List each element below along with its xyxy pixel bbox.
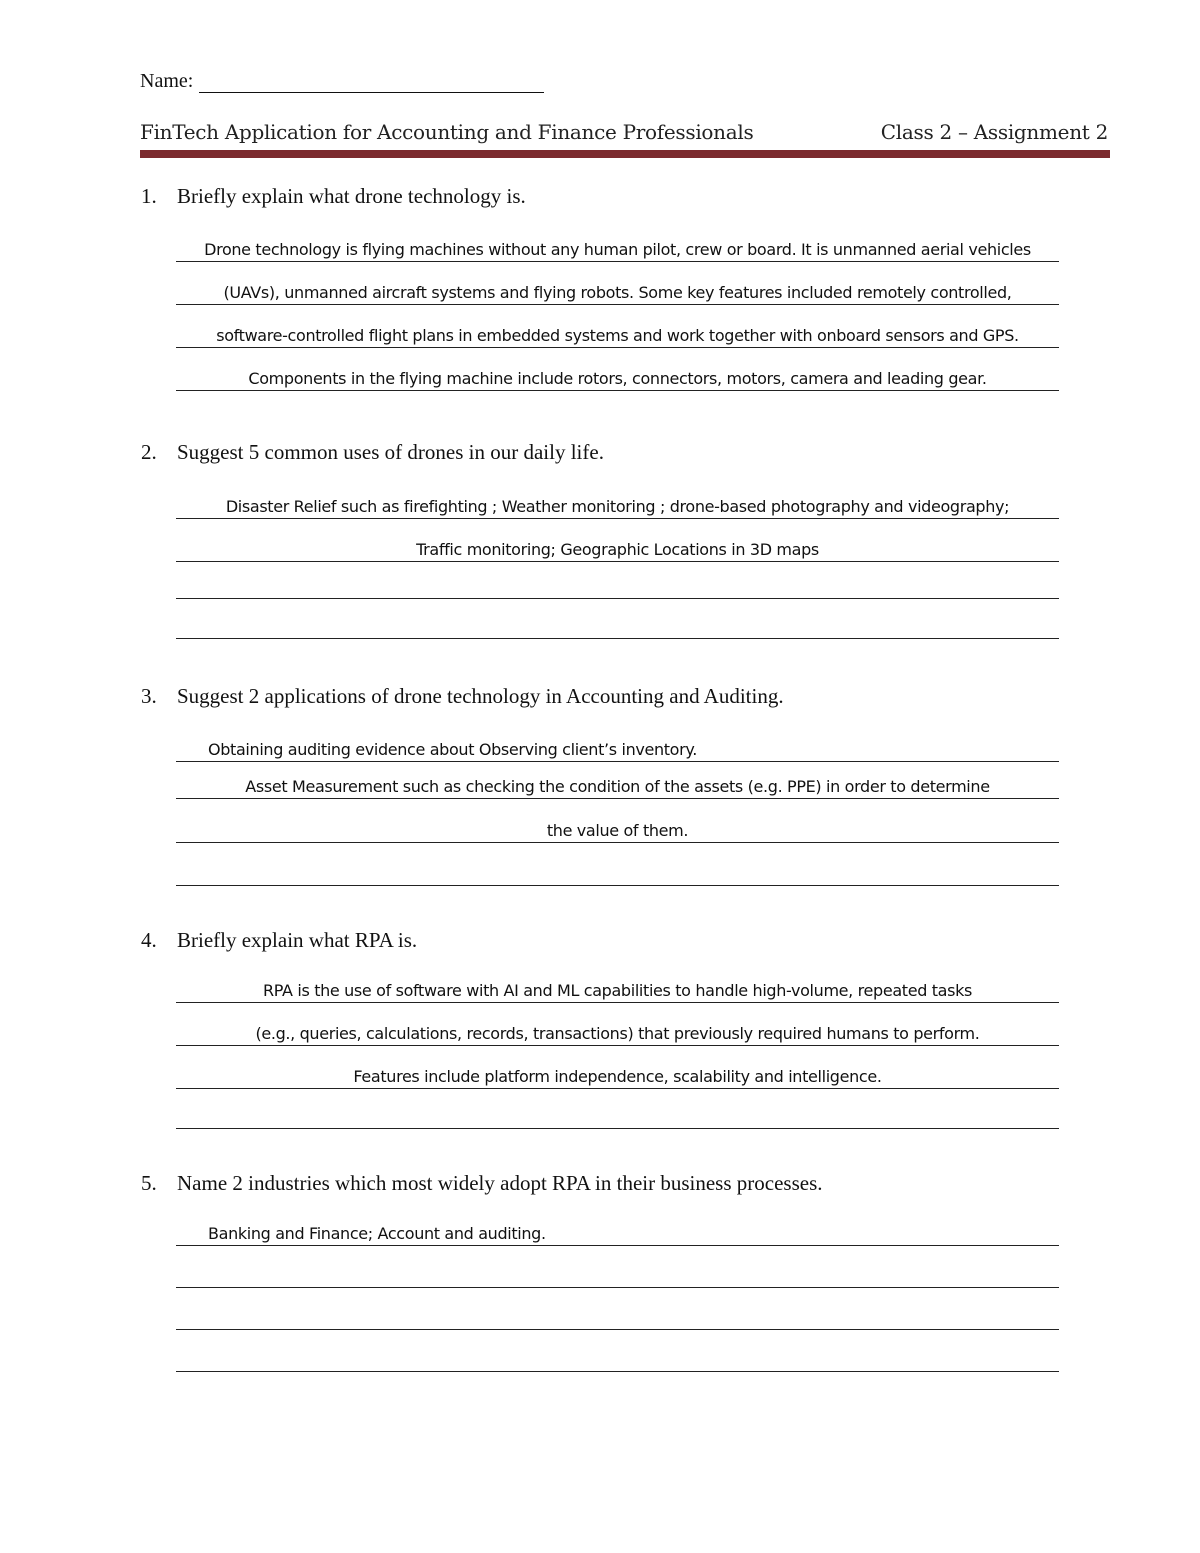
answer-line[interactable] bbox=[176, 856, 1059, 886]
answer-line[interactable] bbox=[176, 1059, 1059, 1089]
answer-line[interactable] bbox=[176, 813, 1059, 843]
answer-text: Disaster Relief such as firefighting ; Weather monitoring ; drone-based photography and videography; bbox=[225, 497, 1010, 516]
question-2 bbox=[141, 440, 604, 465]
question-text: Suggest 2 applications of drone technology in Accounting and Auditing. bbox=[177, 684, 784, 708]
answer-line[interactable] bbox=[176, 569, 1059, 599]
name-blank-line[interactable] bbox=[199, 72, 544, 93]
question-text: Name 2 industries which most widely adopt RPA in their business processes. bbox=[177, 1171, 823, 1195]
answer-line[interactable] bbox=[176, 1016, 1059, 1046]
answer-line[interactable] bbox=[176, 361, 1059, 391]
answer-line[interactable] bbox=[176, 318, 1059, 348]
answer-line[interactable] bbox=[176, 1300, 1059, 1330]
answer-text: Drone technology is flying machines without any human pilot, crew or board. It is unmanned aerial vehicles bbox=[204, 240, 1031, 259]
answer-text: (UAVs), unmanned aircraft systems and flying robots. Some key features included remotely controlled, bbox=[223, 283, 1012, 302]
answer-text: the value of them. bbox=[546, 821, 689, 840]
question-1 bbox=[141, 184, 526, 209]
question-number: 5. bbox=[141, 1171, 157, 1195]
answer-line[interactable] bbox=[176, 732, 1059, 762]
course-title: FinTech Application for Accounting and Finance Professionals bbox=[140, 120, 754, 144]
question-number: 1. bbox=[141, 184, 157, 208]
answer-line[interactable] bbox=[176, 769, 1059, 799]
answer-line[interactable] bbox=[176, 1258, 1059, 1288]
answer-text: RPA is the use of software with AI and ML capabilities to handle high-volume, repeated tasks bbox=[263, 981, 972, 1000]
name-label: Name: bbox=[140, 70, 194, 92]
document-header bbox=[140, 120, 1108, 144]
answer-text: Features include platform independence, scalability and intelligence. bbox=[353, 1067, 882, 1086]
question-4 bbox=[141, 928, 417, 953]
name-field-row bbox=[140, 70, 544, 93]
answer-text: Traffic monitoring; Geographic Locations in 3D maps bbox=[416, 540, 819, 559]
answer-line[interactable] bbox=[176, 275, 1059, 305]
answer-line[interactable] bbox=[176, 609, 1059, 639]
answer-text: (e.g., queries, calculations, records, transactions) that previously required humans to perform. bbox=[255, 1024, 980, 1043]
header-rule bbox=[140, 150, 1110, 158]
answer-line[interactable] bbox=[176, 1099, 1059, 1129]
answer-text: software-controlled flight plans in embedded systems and work together with onboard sensors and GPS. bbox=[216, 326, 1019, 345]
assignment-label: Class 2 – Assignment 2 bbox=[880, 120, 1108, 144]
question-text: Suggest 5 common uses of drones in our daily life. bbox=[177, 440, 604, 464]
question-3 bbox=[141, 684, 784, 709]
answer-text: Obtaining auditing evidence about Observing client’s inventory. bbox=[208, 740, 697, 759]
question-text: Briefly explain what RPA is. bbox=[177, 928, 418, 952]
question-number: 3. bbox=[141, 684, 157, 708]
answer-line[interactable] bbox=[176, 1216, 1059, 1246]
answer-line[interactable] bbox=[176, 1342, 1059, 1372]
answer-line[interactable] bbox=[176, 232, 1059, 262]
answer-text: Banking and Finance; Account and auditing. bbox=[208, 1224, 546, 1243]
answer-line[interactable] bbox=[176, 532, 1059, 562]
answer-line[interactable] bbox=[176, 489, 1059, 519]
answer-text: Asset Measurement such as checking the condition of the assets (e.g. PPE) in order to determine bbox=[245, 777, 990, 796]
answer-text: Components in the flying machine include rotors, connectors, motors, camera and leading gear. bbox=[248, 369, 987, 388]
question-number: 2. bbox=[141, 440, 157, 464]
question-number: 4. bbox=[141, 928, 157, 952]
answer-line[interactable] bbox=[176, 973, 1059, 1003]
question-text: Briefly explain what drone technology is. bbox=[177, 184, 526, 208]
question-5 bbox=[141, 1171, 823, 1196]
